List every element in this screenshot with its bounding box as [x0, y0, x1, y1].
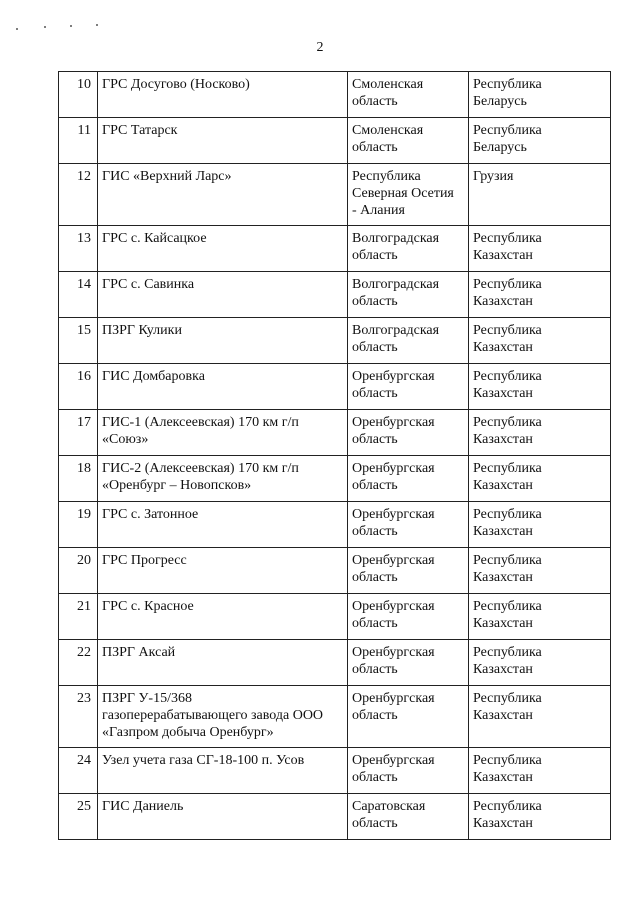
facility-name: ГИС-1 (Алексеевская) 170 км г/п «Союз»: [102, 415, 299, 447]
facility-name-cell: [98, 72, 348, 118]
table-row: [59, 594, 611, 640]
row-number: 21: [77, 599, 91, 614]
country-name-cell: [469, 410, 611, 456]
country-name-cell: [469, 118, 611, 164]
row-number: 24: [77, 753, 91, 768]
country-name-cell: [469, 686, 611, 748]
country-name: Республика Казахстан: [473, 691, 542, 723]
country-name: Республика Казахстан: [473, 753, 542, 785]
row-number-cell: [59, 640, 98, 686]
table-row: [59, 272, 611, 318]
region-name-cell: [348, 118, 469, 164]
country-name: Республика Казахстан: [473, 415, 542, 447]
country-name: Республика Казахстан: [473, 369, 542, 401]
country-name: Республика Казахстан: [473, 231, 542, 263]
table-row: [59, 364, 611, 410]
row-number: 10: [77, 77, 91, 92]
facility-name: ПЗРГ Кулики: [102, 323, 182, 338]
country-name-cell: [469, 272, 611, 318]
region-name-cell: [348, 548, 469, 594]
facility-name: ГРС Татарск: [102, 123, 178, 138]
region-name-cell: [348, 640, 469, 686]
table-row: [59, 118, 611, 164]
row-number-cell: [59, 748, 98, 794]
region-name-cell: [348, 686, 469, 748]
row-number-cell: [59, 502, 98, 548]
table-row: [59, 502, 611, 548]
country-name: Республика Беларусь: [473, 123, 542, 155]
country-name: Республика Казахстан: [473, 553, 542, 585]
country-name: Республика Беларусь: [473, 77, 542, 109]
facility-name-cell: [98, 548, 348, 594]
facility-name-cell: [98, 748, 348, 794]
table-row: [59, 410, 611, 456]
page-number: 2: [316, 40, 324, 55]
row-number: 11: [77, 123, 91, 138]
row-number-cell: [59, 272, 98, 318]
region-name-cell: [348, 164, 469, 226]
region-name: Смоленская область: [352, 77, 424, 109]
table-row: [59, 456, 611, 502]
table-row: [59, 548, 611, 594]
facility-name-cell: [98, 640, 348, 686]
region-name: Оренбургская область: [352, 461, 435, 493]
country-name-cell: [469, 364, 611, 410]
table-row: [59, 226, 611, 272]
facility-name: ГРС с. Савинка: [102, 277, 195, 292]
country-name: Республика Казахстан: [473, 799, 542, 831]
region-name: Оренбургская область: [352, 691, 435, 723]
country-name-cell: [469, 226, 611, 272]
row-number-cell: [59, 594, 98, 640]
region-name: Волгоградская область: [352, 231, 440, 263]
scan-artifact-dots: [10, 22, 120, 32]
scan-dot: [96, 24, 98, 26]
row-number-cell: [59, 686, 98, 748]
country-name: Республика Казахстан: [473, 277, 542, 309]
region-name: Оренбургская область: [352, 415, 435, 447]
facility-name-cell: [98, 226, 348, 272]
facility-name-cell: [98, 794, 348, 840]
row-number: 17: [77, 415, 91, 430]
region-name-cell: [348, 272, 469, 318]
row-number-cell: [59, 364, 98, 410]
region-name-cell: [348, 594, 469, 640]
row-number: 16: [77, 369, 91, 384]
facility-name-cell: [98, 272, 348, 318]
table-body: [59, 72, 611, 840]
row-number-cell: [59, 548, 98, 594]
facility-name-cell: [98, 594, 348, 640]
table-row: [59, 72, 611, 118]
region-name-cell: [348, 410, 469, 456]
table-row: [59, 748, 611, 794]
region-name-cell: [348, 72, 469, 118]
scan-dot: [70, 25, 72, 27]
region-name-cell: [348, 318, 469, 364]
country-name: Грузия: [473, 169, 514, 184]
region-name: Волгоградская область: [352, 277, 440, 309]
region-name-cell: [348, 364, 469, 410]
country-name-cell: [469, 548, 611, 594]
country-name-cell: [469, 502, 611, 548]
facility-name: ГИС «Верхний Ларс»: [102, 169, 232, 184]
region-name: Оренбургская область: [352, 369, 435, 401]
row-number-cell: [59, 226, 98, 272]
country-name-cell: [469, 318, 611, 364]
facility-name: ГИС Домбаровка: [102, 369, 205, 384]
region-name-cell: [348, 794, 469, 840]
country-name: Республика Казахстан: [473, 461, 542, 493]
country-name: Республика Казахстан: [473, 599, 542, 631]
scan-dot: [44, 26, 46, 28]
facility-name-cell: [98, 164, 348, 226]
country-name-cell: [469, 456, 611, 502]
row-number: 23: [77, 691, 91, 706]
row-number: 20: [77, 553, 91, 568]
row-number: 22: [77, 645, 91, 660]
document-table: [58, 71, 611, 840]
table-row: [59, 318, 611, 364]
row-number: 15: [77, 323, 91, 338]
row-number-cell: [59, 794, 98, 840]
region-name-cell: [348, 456, 469, 502]
row-number-cell: [59, 72, 98, 118]
region-name-cell: [348, 748, 469, 794]
country-name-cell: [469, 72, 611, 118]
facility-name-cell: [98, 364, 348, 410]
facility-name-cell: [98, 118, 348, 164]
row-number-cell: [59, 410, 98, 456]
country-name: Республика Казахстан: [473, 645, 542, 677]
row-number-cell: [59, 456, 98, 502]
row-number-cell: [59, 318, 98, 364]
row-number: 25: [77, 799, 91, 814]
country-name-cell: [469, 794, 611, 840]
facility-name-cell: [98, 410, 348, 456]
country-name-cell: [469, 748, 611, 794]
region-name-cell: [348, 226, 469, 272]
facility-name-cell: [98, 686, 348, 748]
table-row: [59, 686, 611, 748]
country-name: Республика Казахстан: [473, 507, 542, 539]
country-name-cell: [469, 640, 611, 686]
row-number-cell: [59, 118, 98, 164]
facility-name: ПЗРГ У-15/368 газоперерабатывающего завода ООО «Газпром добыча Оренбург»: [102, 691, 324, 740]
row-number: 19: [77, 507, 91, 522]
country-name: Республика Казахстан: [473, 323, 542, 355]
facility-name: ГИС-2 (Алексеевская) 170 км г/п «Оренбург – Новопсков»: [102, 461, 299, 493]
row-number: 12: [77, 169, 91, 184]
region-name: Волгоградская область: [352, 323, 440, 355]
facility-name: ГРС Прогресс: [102, 553, 187, 568]
facility-name: ПЗРГ Аксай: [102, 645, 176, 660]
facility-name: ГРС с. Затонное: [102, 507, 199, 522]
region-name: Саратовская область: [352, 799, 426, 831]
region-name: Смоленская область: [352, 123, 424, 155]
facility-name: ГРС с. Красное: [102, 599, 194, 614]
facility-name-cell: [98, 502, 348, 548]
facility-name: ГРС с. Кайсацкое: [102, 231, 207, 246]
facility-name: ГРС Досугово (Носково): [102, 77, 250, 92]
facility-name: ГИС Даниель: [102, 799, 184, 814]
row-number: 14: [77, 277, 91, 292]
region-name: Оренбургская область: [352, 599, 435, 631]
region-name: Республика Северная Осетия - Алания: [352, 169, 454, 218]
region-name: Оренбургская область: [352, 753, 435, 785]
region-name-cell: [348, 502, 469, 548]
row-number: 13: [77, 231, 91, 246]
facility-name-cell: [98, 456, 348, 502]
table-row: [59, 640, 611, 686]
facility-name-cell: [98, 318, 348, 364]
scan-dot: [16, 28, 18, 30]
region-name: Оренбургская область: [352, 645, 435, 677]
region-name: Оренбургская область: [352, 507, 435, 539]
country-name-cell: [469, 594, 611, 640]
table-row: [59, 794, 611, 840]
table-row: [59, 164, 611, 226]
region-name: Оренбургская область: [352, 553, 435, 585]
row-number: 18: [77, 461, 91, 476]
country-name-cell: [469, 164, 611, 226]
row-number-cell: [59, 164, 98, 226]
facility-name: Узел учета газа СГ-18-100 п. Усов: [102, 753, 305, 768]
